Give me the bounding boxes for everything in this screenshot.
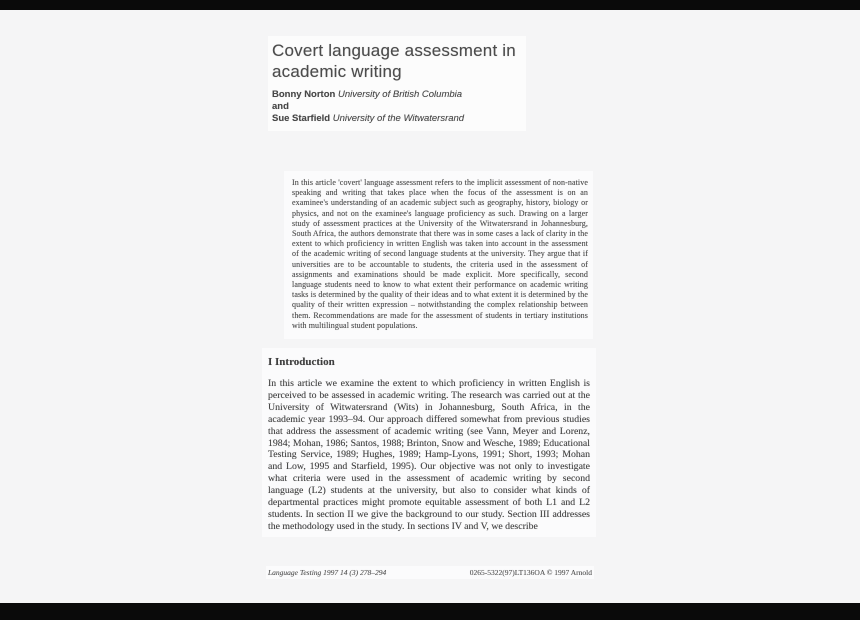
paper-title: Covert language assessment in academic writing <box>272 41 516 81</box>
abstract-block <box>284 171 593 339</box>
byline <box>272 89 526 125</box>
section-body-text: In this article we examine the extent to which proficiency in written English is perceived to be assessed in academic writing. The research was carried out at the University of Witwatersrand (Wits) in Johannesburg, South Africa, in the academic year 1993–94. Our approach differed somewhat from previous studies that address the assessment of academic writing (see Vann, Meyer and Lorenz, 1984; Mohan, 1986; Santos, 1988; Brinton, Snow and Wesche, 1989; Educational Testing Service, 1989; Hughes, 1989; Hamp-Lyons, 1991; Short, 1993; Mohan and Low, 1995 and Starfield, 1995). Our objective was not only to investigate what criteria were used in the assessment of academic writing by second language (L2) students at the university, but also to consider what kinds of departmental practices might promote equitable assessment of both L1 and L2 students. In section II we give the background to our study. Section III addresses the methodology used in the study. In sections IV and V, we describe <box>268 378 590 532</box>
author-affiliation-2: University of the Witwatersrand <box>332 113 465 124</box>
journal-footer <box>266 566 594 579</box>
author-line-1 <box>272 89 526 101</box>
author-line-2 <box>272 113 526 125</box>
byline-connector: and <box>272 101 289 112</box>
section-heading: I Introduction <box>268 356 335 368</box>
author-name-1: Bonny Norton <box>272 89 336 100</box>
author-affiliation-1: University of British Columbia <box>337 89 463 100</box>
letterbox-bar-bottom <box>0 603 860 620</box>
journal-issn-copyright: 0265-5322(97)LT136OA © 1997 Arnold <box>469 568 592 577</box>
author-name-2: Sue Starfield <box>272 113 331 124</box>
introduction-section <box>262 348 596 537</box>
journal-citation: Language Testing 1997 14 (3) 278–294 <box>268 568 387 577</box>
abstract-text: In this article 'covert' language assessment refers to the implicit assessment of non-native speaking and writing that takes place when the focus of the assessment is on an examinee's understanding of an academic subject such as geography, history, biology or physics, and not on the examinee's language proficiency as such. Drawing on a larger study of assessment practices at the University of the Witwatersrand in Johannesburg, South Africa, the authors demonstrate that there was in some cases a lack of clarity in the extent to which proficiency in written English was taken into account in the assessment of the academic writing of second language students at the university. They argue that if universities are to be accountable to students, the criteria used in the assessment of assignments and examinations should be made explicit. More specifically, second language students need to know to what extent their performance on academic writing tasks is determined by the quality of their ideas and to what extent it is determined by the quality of their written expression – notwithstanding the complex relationship between them. Recommendations are made for the assessment of students in tertiary institutions with multilingual student populations. <box>292 178 588 330</box>
title-block <box>268 36 526 131</box>
letterbox-bar-top <box>0 0 860 10</box>
